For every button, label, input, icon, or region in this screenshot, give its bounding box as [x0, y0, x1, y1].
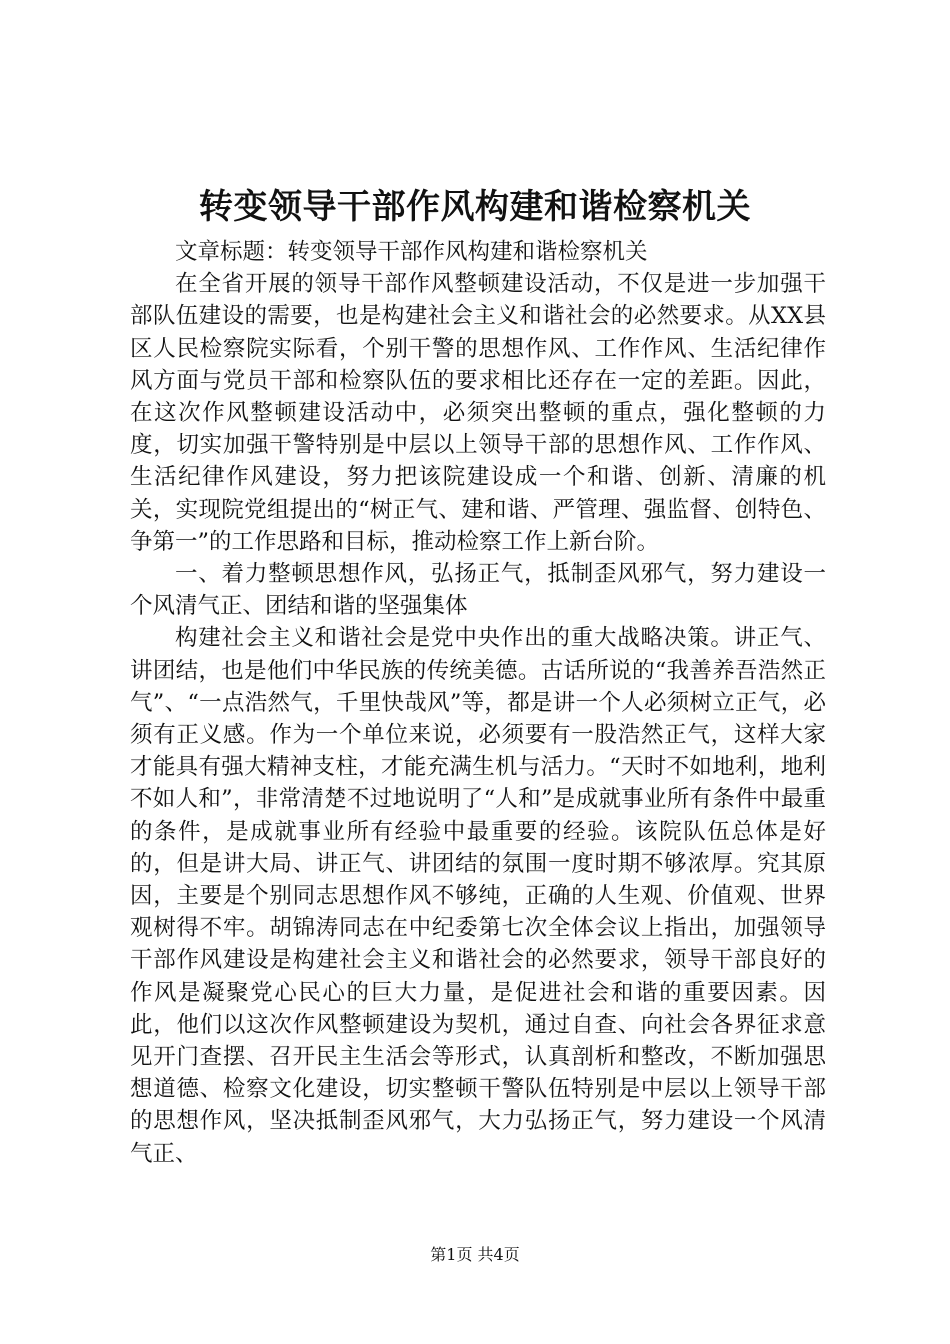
- page-footer: 第1页 共4页: [430, 1245, 520, 1264]
- document-body: [130, 236, 826, 1170]
- body-paragraph: 在全省开展的领导干部作风整顿建设活动，不仅是进一步加强干部队伍建设的需要，也是构建社会主义和谐社会的必然要求。从XX县区人民检察院实际看，个别干警的思想作风、工作作风、生活纪律作风方面与党员干部和检察队伍的要求相比还存在一定的差距。因此，在这次作风整顿建设活动中，必须突出整顿的重点，强化整顿的力度，切实加强干警特别是中层以上领导干部的思想作风、工作作风、生活纪律作风建设，努力把该院建设成一个和谐、创新、清廉的机关，实现院党组提出的“树正气、建和谐、严管理、强监督、创特色、争第一”的工作思路和目标，推动检察工作上新台阶。: [130, 271, 826, 555]
- article-title-line: 文章标题：转变领导干部作风构建和谐检察机关: [175, 239, 648, 265]
- section-heading: 一、着力整顿思想作风，弘扬正气，抵制歪风邪气，努力建设一个风清气正、团结和谐的坚强集体: [130, 561, 826, 620]
- document-title: 转变领导干部作风构建和谐检察机关: [199, 187, 751, 227]
- body-paragraph: 构建社会主义和谐社会是党中央作出的重大战略决策。讲正气、讲团结，也是他们中华民族的传统美德。古话所说的“我善养吾浩然正气”、“一点浩然气，千里快哉风”等，都是讲一个人必须树立正气，必须有正义感。作为一个单位来说，必须要有一股浩然正气，这样大家才能具有强大精神支柱，才能充满生机与活力。“天时不如地利，地利不如人和”，非常清楚不过地说明了“人和”是成就事业所有条件中最重的条件，是成就事业所有经验中最重要的经验。该院队伍总体是好的，但是讲大局、讲正气、讲团结的氛围一度时期不够浓厚。究其原因，主要是个别同志思想作风不够纯，正确的人生观、价值观、世界观树得不牢。胡锦涛同志在中纪委第七次全体会议上指出，加强领导干部作风建设是构建社会主义和谐社会的必然要求，领导干部良好的作风是凝聚党心民心的巨大力量，是促进社会和谐的重要因素。因此，他们以这次作风整顿建设为契机，通过自查、向社会各界征求意见开门查摆、召开民主生活会等形式，认真剖析和整改，不断加强思想道德、检察文化建设，切实整顿干警队伍特别是中层以上领导干部的思想作风，坚决抵制歪风邪气，大力弘扬正气，努力建设一个风清气正、: [130, 625, 826, 1167]
